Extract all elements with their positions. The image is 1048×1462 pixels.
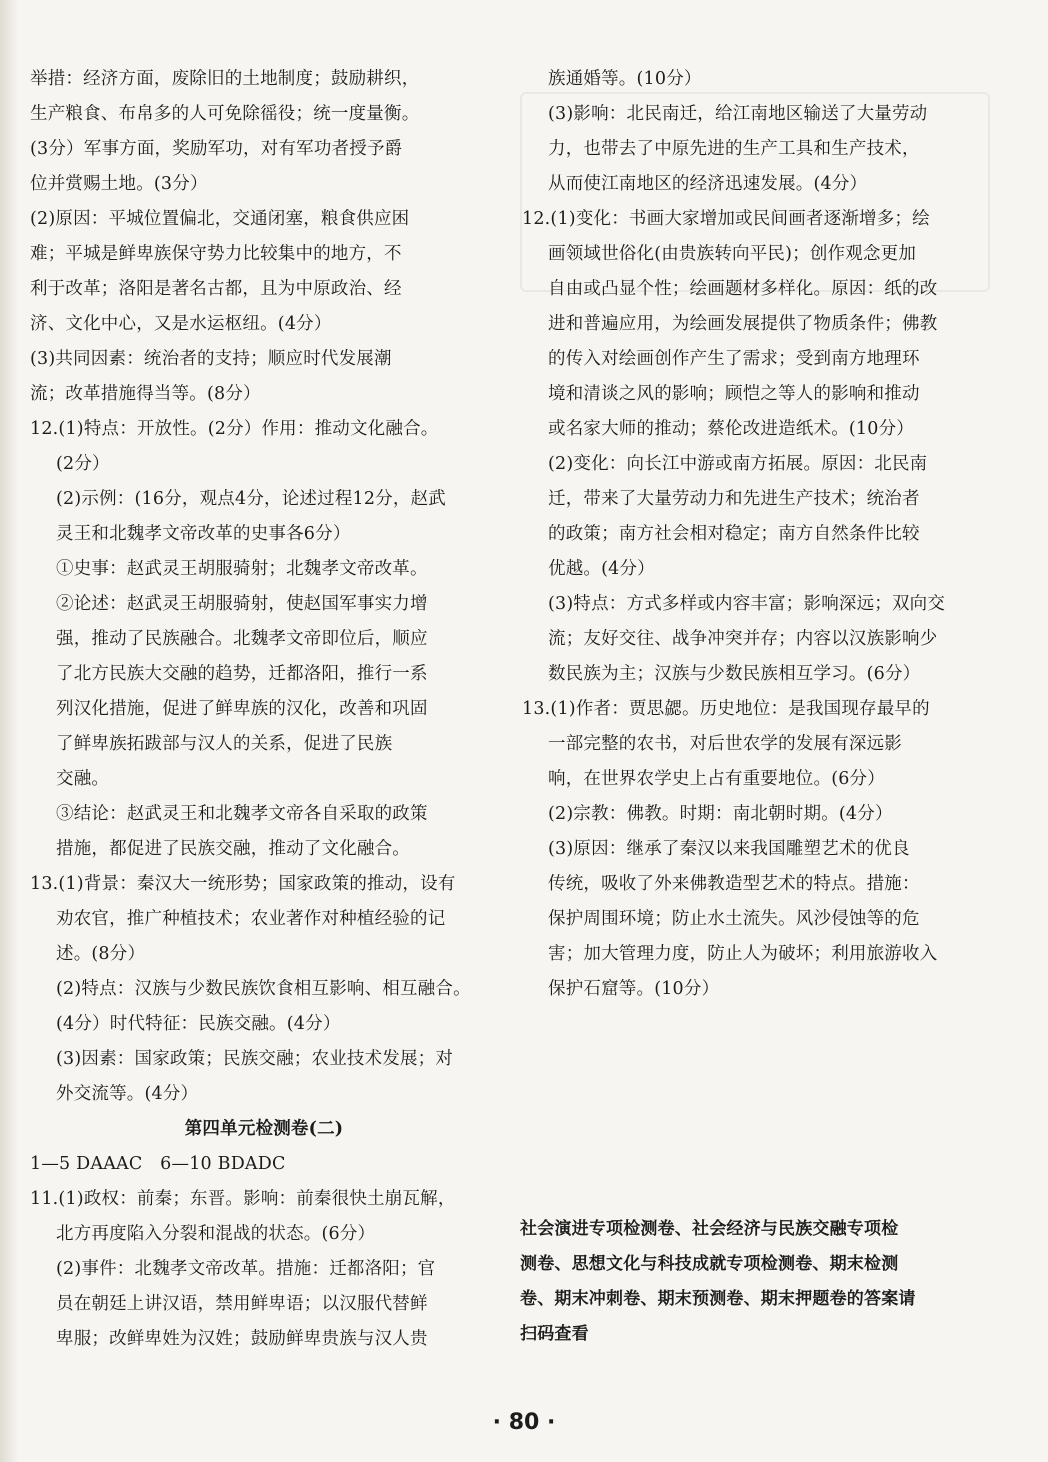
text-line: 灵王和北魏孝文帝改革的史事各6分） bbox=[56, 524, 351, 544]
text-line: 流；友好交往、战争冲突并存；内容以汉族影响少 bbox=[548, 629, 938, 649]
text-line: 卑服；改鲜卑姓为汉姓；鼓励鲜卑贵族与汉人贵 bbox=[56, 1329, 428, 1349]
text-line: 的政策；南方社会相对稳定；南方自然条件比较 bbox=[548, 524, 920, 544]
text-line: 力，也带去了中原先进的生产工具和生产技术， bbox=[548, 139, 920, 159]
notice-line: 社会演进专项检测卷、社会经济与民族交融专项检 bbox=[520, 1219, 899, 1239]
text-line: 画领域世俗化(由贵族转向平民)；创作观念更加 bbox=[548, 244, 917, 264]
text-line: 举措：经济方面，废除旧的土地制度；鼓励耕织， bbox=[30, 69, 420, 89]
text-line: 外交流等。(4分） bbox=[56, 1084, 199, 1104]
left-column bbox=[30, 62, 498, 1357]
text-line: (3)特点：方式多样或内容丰富；影响深远；双向交 bbox=[548, 594, 946, 614]
text-line: 生产粮食、布帛多的人可免除徭役；统一度量衡。 bbox=[30, 104, 420, 124]
text-line: (2)事件：北魏孝文帝改革。措施：迁都洛阳；官 bbox=[56, 1259, 436, 1279]
text-line: 济、文化中心，又是水运枢纽。(4分） bbox=[30, 314, 332, 334]
right-column bbox=[522, 62, 988, 1007]
notice-line: 卷、期末冲刺卷、期末预测卷、期末押题卷的答案请 bbox=[520, 1289, 916, 1309]
text-line: 述。(8分） bbox=[56, 944, 146, 964]
question-number-line: 13.(1)背景：秦汉大一统形势；国家政策的推动，设有 bbox=[30, 874, 456, 894]
text-line: 迁，带来了大量劳动力和先进生产技术；统治者 bbox=[548, 489, 920, 509]
text-line: (2)原因：平城位置偏北，交通闭塞，粮食供应困 bbox=[30, 209, 410, 229]
text-line: (2分） bbox=[56, 454, 110, 474]
text-line: 流；改革措施得当等。(8分） bbox=[30, 384, 261, 404]
notice-line: 测卷、思想文化与科技成就专项检测卷、期末检测 bbox=[520, 1254, 899, 1274]
text-line: (3)原因：继承了秦汉以来我国雕塑艺术的优良 bbox=[548, 839, 910, 859]
text-line: (2)宗教：佛教。时期：南北朝时期。(4分） bbox=[548, 804, 893, 824]
text-line: 一部完整的农书，对后世农学的发展有深远影 bbox=[548, 734, 902, 754]
question-number-line: 12.(1)变化：书画大家增加或民间画者逐渐增多；绘 bbox=[522, 209, 930, 229]
text-line: 从而使江南地区的经济迅速发展。(4分） bbox=[548, 174, 868, 194]
scan-code-notice bbox=[520, 1212, 988, 1352]
text-line: 位并赏赐土地。(3分） bbox=[30, 174, 208, 194]
text-line: 交融。 bbox=[56, 769, 110, 789]
text-line: (2)特点：汉族与少数民族饮食相互影响、相互融合。 bbox=[56, 979, 471, 999]
question-number-line: 11.(1)政权：前秦；东晋。影响：前秦很快土崩瓦解， bbox=[30, 1189, 456, 1209]
text-line: 员在朝廷上讲汉语，禁用鲜卑语；以汉服代替鲜 bbox=[56, 1294, 428, 1314]
text-line: 列汉化措施，促进了鲜卑族的汉化，改善和巩固 bbox=[56, 699, 428, 719]
choice-answers: 1—5 DAAAC 6—10 BDADC bbox=[30, 1154, 286, 1174]
section-heading: 第四单元检测卷(二) bbox=[184, 1119, 344, 1139]
text-line: 保护石窟等。(10分） bbox=[548, 979, 720, 999]
text-line: (3)共同因素：统治者的支持；顺应时代发展潮 bbox=[30, 349, 392, 369]
text-line: 数民族为主；汉族与少数民族相互学习。(6分） bbox=[548, 664, 921, 684]
text-line: 措施，都促进了民族交融，推动了文化融合。 bbox=[56, 839, 410, 859]
text-line: 进和普遍应用，为绘画发展提供了物质条件；佛教 bbox=[548, 314, 938, 334]
text-line: 自由或凸显个性；绘画题材多样化。原因：纸的改 bbox=[548, 279, 938, 299]
text-line: ①史事：赵武灵王胡服骑射；北魏孝文帝改革。 bbox=[56, 559, 428, 579]
text-line: 利于改革；洛阳是著名古都，且为中原政治、经 bbox=[30, 279, 402, 299]
text-line: 难；平城是鲜卑族保守势力比较集中的地方，不 bbox=[30, 244, 402, 264]
text-line: 优越。(4分） bbox=[548, 559, 655, 579]
text-line: (4分）时代特征：民族交融。(4分） bbox=[56, 1014, 341, 1034]
text-line: ②论述：赵武灵王胡服骑射，使赵国军事实力增 bbox=[56, 594, 428, 614]
text-line: ③结论：赵武灵王和北魏孝文帝各自采取的政策 bbox=[56, 804, 428, 824]
text-line: (3)因素：国家政策；民族交融；农业技术发展；对 bbox=[56, 1049, 454, 1069]
text-line: 响，在世界农学史上占有重要地位。(6分） bbox=[548, 769, 885, 789]
text-line: 了北方民族大交融的趋势，迁都洛阳，推行一系 bbox=[56, 664, 428, 684]
text-line: (2)示例：(16分，观点4分，论述过程12分，赵武 bbox=[56, 489, 446, 509]
text-line: 或名家大师的推动；蔡伦改进造纸术。(10分） bbox=[548, 419, 914, 439]
text-line: 保护周围环境；防止水土流失。风沙侵蚀等的危 bbox=[548, 909, 920, 929]
text-line: 害；加大管理力度，防止人为破坏；利用旅游收入 bbox=[548, 944, 938, 964]
text-line: 族通婚等。(10分） bbox=[548, 69, 702, 89]
question-number-line: 13.(1)作者：贾思勰。历史地位：是我国现存最早的 bbox=[522, 699, 930, 719]
text-line: (3)影响：北民南迁，给江南地区输送了大量劳动 bbox=[548, 104, 928, 124]
binding-edge-shadow bbox=[0, 0, 18, 1462]
text-line: (2)变化：向长江中游或南方拓展。原因：北民南 bbox=[548, 454, 928, 474]
text-line: 强，推动了民族融合。北魏孝文帝即位后，顺应 bbox=[56, 629, 428, 649]
text-line: 传统，吸收了外来佛教造型艺术的特点。措施： bbox=[548, 874, 920, 894]
text-line: 的传入对绘画创作产生了需求；受到南方地理环 bbox=[548, 349, 920, 369]
page-number: · 80 · bbox=[492, 1410, 556, 1435]
question-number-line: 12.(1)特点：开放性。(2分）作用：推动文化融合。 bbox=[30, 419, 439, 439]
text-line: 北方再度陷入分裂和混战的状态。(6分） bbox=[56, 1224, 376, 1244]
text-line: 劝农官，推广种植技术；农业著作对种植经验的记 bbox=[56, 909, 446, 929]
text-line: (3分）军事方面，奖励军功，对有军功者授予爵 bbox=[30, 139, 403, 159]
notice-line: 扫码查看 bbox=[520, 1324, 589, 1344]
text-line: 了鲜卑族拓跋部与汉人的关系，促进了民族 bbox=[56, 734, 393, 754]
text-line: 境和清谈之风的影响；顾恺之等人的影响和推动 bbox=[548, 384, 920, 404]
